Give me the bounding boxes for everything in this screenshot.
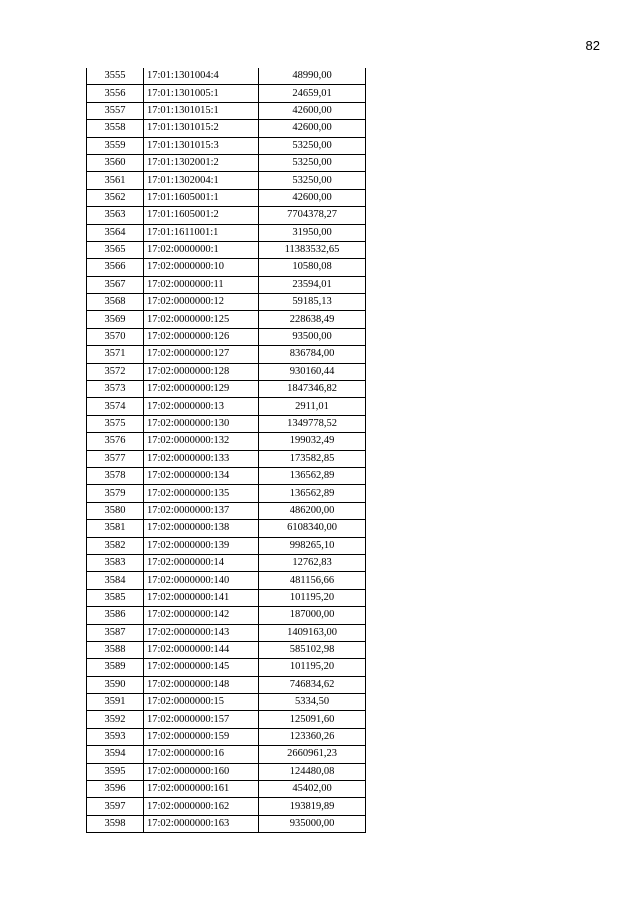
row-number-cell: 3582 [87,537,144,554]
cadastral-number-cell: 17:02:0000000:12 [144,294,259,311]
table-row [87,659,366,676]
row-number-cell: 3597 [87,798,144,815]
row-number-cell: 3593 [87,728,144,745]
table-row [87,137,366,154]
amount-cell: 481156,66 [259,572,366,589]
cadastral-number-cell: 17:01:1611001:1 [144,224,259,241]
cadastral-number-cell: 17:02:0000000:125 [144,311,259,328]
cadastral-number-cell: 17:02:0000000:13 [144,398,259,415]
amount-cell: 836784,00 [259,346,366,363]
amount-cell: 125091,60 [259,711,366,728]
table-row [87,624,366,641]
table-row [87,554,366,571]
cadastral-number-cell: 17:02:0000000:16 [144,746,259,763]
row-number-cell: 3561 [87,172,144,189]
table-row [87,746,366,763]
table-row [87,781,366,798]
table-row [87,537,366,554]
cadastral-number-cell: 17:01:1302001:2 [144,154,259,171]
row-number-cell: 3563 [87,207,144,224]
amount-cell: 11383532,65 [259,241,366,258]
amount-cell: 59185,13 [259,294,366,311]
table-row [87,711,366,728]
cadastral-number-cell: 17:02:0000000:160 [144,763,259,780]
amount-cell: 136562,89 [259,467,366,484]
table-row [87,415,366,432]
row-number-cell: 3560 [87,154,144,171]
cadastral-number-cell: 17:01:1605001:2 [144,207,259,224]
cadastral-number-cell: 17:02:0000000:144 [144,641,259,658]
amount-cell: 101195,20 [259,589,366,606]
cadastral-number-cell: 17:02:0000000:159 [144,728,259,745]
amount-cell: 935000,00 [259,815,366,832]
amount-cell: 24659,01 [259,85,366,102]
cadastral-number-cell: 17:02:0000000:130 [144,415,259,432]
row-number-cell: 3564 [87,224,144,241]
row-number-cell: 3586 [87,607,144,624]
table-row [87,433,366,450]
amount-cell: 53250,00 [259,172,366,189]
table-row [87,572,366,589]
amount-cell: 2660961,23 [259,746,366,763]
table-row [87,120,366,137]
table-row [87,172,366,189]
row-number-cell: 3557 [87,102,144,119]
row-number-cell: 3583 [87,554,144,571]
amount-cell: 123360,26 [259,728,366,745]
table-row [87,641,366,658]
amount-cell: 42600,00 [259,189,366,206]
row-number-cell: 3590 [87,676,144,693]
row-number-cell: 3556 [87,85,144,102]
table-row [87,381,366,398]
row-number-cell: 3577 [87,450,144,467]
row-number-cell: 3567 [87,276,144,293]
row-number-cell: 3596 [87,781,144,798]
table-row [87,85,366,102]
row-number-cell: 3566 [87,259,144,276]
row-number-cell: 3589 [87,659,144,676]
amount-cell: 12762,83 [259,554,366,571]
cadastral-number-cell: 17:02:0000000:14 [144,554,259,571]
amount-cell: 199032,49 [259,433,366,450]
amount-cell: 42600,00 [259,120,366,137]
amount-cell: 93500,00 [259,328,366,345]
amount-cell: 1409163,00 [259,624,366,641]
amount-cell: 31950,00 [259,224,366,241]
table-row [87,276,366,293]
row-number-cell: 3591 [87,694,144,711]
cadastral-number-cell: 17:02:0000000:126 [144,328,259,345]
table-row [87,154,366,171]
cadastral-number-cell: 17:02:0000000:157 [144,711,259,728]
row-number-cell: 3568 [87,294,144,311]
table-row [87,241,366,258]
table-row [87,607,366,624]
table-row [87,311,366,328]
row-number-cell: 3587 [87,624,144,641]
cadastral-number-cell: 17:02:0000000:138 [144,520,259,537]
cadastral-number-cell: 17:02:0000000:139 [144,537,259,554]
cadastral-number-cell: 17:02:0000000:15 [144,694,259,711]
amount-cell: 173582,85 [259,450,366,467]
cadastral-number-cell: 17:02:0000000:128 [144,363,259,380]
amount-cell: 101195,20 [259,659,366,676]
cadastral-number-cell: 17:02:0000000:1 [144,241,259,258]
cadastral-number-cell: 17:02:0000000:142 [144,607,259,624]
cadastral-number-cell: 17:02:0000000:134 [144,467,259,484]
table-row [87,520,366,537]
row-number-cell: 3569 [87,311,144,328]
table-body [87,68,366,833]
table-row [87,294,366,311]
table-row [87,450,366,467]
amount-cell: 136562,89 [259,485,366,502]
table-row [87,502,366,519]
amount-cell: 53250,00 [259,137,366,154]
cadastral-number-cell: 17:02:0000000:135 [144,485,259,502]
amount-cell: 1349778,52 [259,415,366,432]
amount-cell: 585102,98 [259,641,366,658]
amount-cell: 746834,62 [259,676,366,693]
amount-cell: 6108340,00 [259,520,366,537]
row-number-cell: 3575 [87,415,144,432]
amount-cell: 2911,01 [259,398,366,415]
cadastral-number-cell: 17:01:1302004:1 [144,172,259,189]
amount-cell: 1847346,82 [259,381,366,398]
row-number-cell: 3584 [87,572,144,589]
table-row [87,189,366,206]
cadastral-number-cell: 17:01:1301015:3 [144,137,259,154]
table-row [87,398,366,415]
amount-cell: 193819,89 [259,798,366,815]
table-row [87,694,366,711]
cadastral-number-cell: 17:02:0000000:163 [144,815,259,832]
cadastral-number-cell: 17:01:1301005:1 [144,85,259,102]
table-row [87,763,366,780]
table-row [87,589,366,606]
table-row [87,676,366,693]
row-number-cell: 3572 [87,363,144,380]
row-number-cell: 3588 [87,641,144,658]
cadastral-number-cell: 17:01:1301004:4 [144,68,259,85]
cadastral-value-table [86,68,366,833]
table-row [87,485,366,502]
cadastral-number-cell: 17:02:0000000:143 [144,624,259,641]
page-number: 82 [585,38,600,53]
row-number-cell: 3581 [87,520,144,537]
row-number-cell: 3565 [87,241,144,258]
cadastral-number-cell: 17:02:0000000:10 [144,259,259,276]
row-number-cell: 3585 [87,589,144,606]
cadastral-number-cell: 17:02:0000000:141 [144,589,259,606]
cadastral-number-cell: 17:02:0000000:11 [144,276,259,293]
table-row [87,815,366,832]
cadastral-number-cell: 17:02:0000000:132 [144,433,259,450]
row-number-cell: 3594 [87,746,144,763]
amount-cell: 10580,08 [259,259,366,276]
cadastral-number-cell: 17:02:0000000:145 [144,659,259,676]
amount-cell: 5334,50 [259,694,366,711]
table-row [87,467,366,484]
table-row [87,346,366,363]
row-number-cell: 3578 [87,467,144,484]
cadastral-number-cell: 17:01:1301015:2 [144,120,259,137]
table-row [87,798,366,815]
table-row [87,207,366,224]
row-number-cell: 3580 [87,502,144,519]
amount-cell: 228638,49 [259,311,366,328]
amount-cell: 187000,00 [259,607,366,624]
row-number-cell: 3558 [87,120,144,137]
row-number-cell: 3595 [87,763,144,780]
row-number-cell: 3570 [87,328,144,345]
amount-cell: 45402,00 [259,781,366,798]
row-number-cell: 3555 [87,68,144,85]
row-number-cell: 3592 [87,711,144,728]
cadastral-number-cell: 17:01:1301015:1 [144,102,259,119]
amount-cell: 7704378,27 [259,207,366,224]
row-number-cell: 3559 [87,137,144,154]
amount-cell: 48990,00 [259,68,366,85]
row-number-cell: 3579 [87,485,144,502]
table-row [87,224,366,241]
cadastral-number-cell: 17:02:0000000:127 [144,346,259,363]
cadastral-number-cell: 17:02:0000000:161 [144,781,259,798]
amount-cell: 42600,00 [259,102,366,119]
cadastral-number-cell: 17:02:0000000:129 [144,381,259,398]
row-number-cell: 3573 [87,381,144,398]
cadastral-number-cell: 17:02:0000000:140 [144,572,259,589]
cadastral-number-cell: 17:02:0000000:148 [144,676,259,693]
amount-cell: 124480,08 [259,763,366,780]
cadastral-number-cell: 17:02:0000000:133 [144,450,259,467]
amount-cell: 930160,44 [259,363,366,380]
table-row [87,328,366,345]
row-number-cell: 3562 [87,189,144,206]
table-row [87,259,366,276]
amount-cell: 53250,00 [259,154,366,171]
table-row [87,728,366,745]
table-row [87,68,366,85]
row-number-cell: 3598 [87,815,144,832]
amount-cell: 486200,00 [259,502,366,519]
row-number-cell: 3571 [87,346,144,363]
amount-cell: 998265,10 [259,537,366,554]
row-number-cell: 3574 [87,398,144,415]
table-row [87,363,366,380]
cadastral-number-cell: 17:02:0000000:162 [144,798,259,815]
table-row [87,102,366,119]
cadastral-number-cell: 17:01:1605001:1 [144,189,259,206]
row-number-cell: 3576 [87,433,144,450]
amount-cell: 23594,01 [259,276,366,293]
cadastral-number-cell: 17:02:0000000:137 [144,502,259,519]
